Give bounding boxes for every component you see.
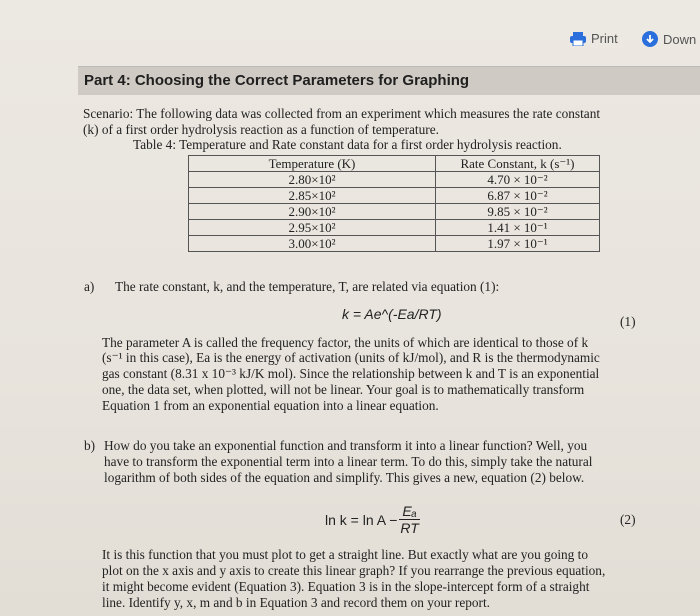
table-cell: 1.97 × 10⁻¹ [436, 236, 600, 252]
table-cell: 2.85×10² [189, 188, 436, 204]
equation-2-lhs: ln k = ln A − [325, 511, 398, 528]
part-b-line: line. Identify y, x, m and b in Equation 3 and record them on your report. [102, 595, 490, 610]
part-a-line: The parameter A is called the frequency factor, the units of which are identical to those of k [102, 335, 589, 350]
part-a-intro: The rate constant, k, and the temperature, T, are related via equation (1): [115, 279, 500, 294]
download-icon [642, 31, 658, 47]
equation-2-number: (2) [620, 512, 636, 527]
table-row [189, 204, 600, 220]
page-title: Part 4: Choosing the Correct Parameters for Graphing [84, 72, 470, 89]
equation-2-numerator: Eₐ [399, 503, 419, 520]
download-button[interactable] [642, 31, 696, 47]
equation-2-denominator: RT [400, 520, 419, 536]
print-button[interactable] [570, 31, 618, 46]
part-b-line: It is this function that you must plot to get a straight line. But exactly what are you going to [102, 547, 588, 562]
table-header-row [189, 156, 600, 172]
part-b-label: b) [84, 438, 96, 453]
table-cell: 2.95×10² [189, 220, 436, 236]
part-a-label: a) [84, 279, 95, 294]
scenario-line-1: Scenario: The following data was collected from an experiment which measures the rate constant [83, 106, 601, 121]
table-row [189, 236, 600, 252]
table-cell: 6.87 × 10⁻² [436, 188, 600, 204]
table-cell: 4.70 × 10⁻² [436, 172, 600, 188]
scenario-line-2: (k) of a first order hydrolysis reaction as a function of temperature. [83, 122, 439, 137]
table-header-temperature: Temperature (K) [189, 156, 436, 172]
part-a-line: (s⁻¹ in this case), Ea is the energy of activation (units of kJ/mol), and R is the thermodynamic [102, 350, 600, 365]
part-b-line: plot on the x axis and y axis to create this linear graph? If you rearrange the previous equation, [102, 563, 606, 578]
part-a-line: one, the data set, when plotted, will not be linear. Your goal is to mathematically transform [102, 382, 585, 397]
part-a-line: Equation 1 from an exponential equation into a linear equation. [102, 398, 439, 413]
table-cell: 2.80×10² [189, 172, 436, 188]
download-label: Down [663, 31, 697, 47]
part-b-line: it might become evident (Equation 3). Equation 3 is in the slope-intercept form of a straight [102, 579, 590, 594]
part-b-line: How do you take an exponential function and transform it into a linear function? Well, you [104, 438, 588, 453]
equation-2 [325, 503, 420, 536]
print-label: Print [591, 31, 618, 46]
data-table [188, 155, 600, 252]
table-row [189, 220, 600, 236]
part-b-line: logarithm of both sides of the equation and simplify. This gives a new, equation (2) below. [104, 470, 585, 485]
part-a-line: gas constant (8.31 x 10⁻³ kJ/K mol). Since the relationship between k and T is an exponential [102, 366, 600, 381]
equation-2-fraction [399, 503, 419, 536]
equation-1: k = Ae^(-Ea/RT) [342, 306, 442, 322]
table-header-rate: Rate Constant, k (s⁻¹) [436, 156, 600, 172]
table-row [189, 172, 600, 188]
table-caption: Table 4: Temperature and Rate constant data for a first order hydrolysis reaction. [133, 137, 562, 152]
table-cell: 2.90×10² [189, 204, 436, 220]
table-cell: 9.85 × 10⁻² [436, 204, 600, 220]
part-b-line: have to transform the exponential term into a linear term. To do this, simply take the natural [104, 454, 593, 469]
table-cell: 3.00×10² [189, 236, 436, 252]
table-cell: 1.41 × 10⁻¹ [436, 220, 600, 236]
printer-icon [570, 32, 586, 46]
table-row [189, 188, 600, 204]
equation-1-number: (1) [620, 314, 636, 329]
